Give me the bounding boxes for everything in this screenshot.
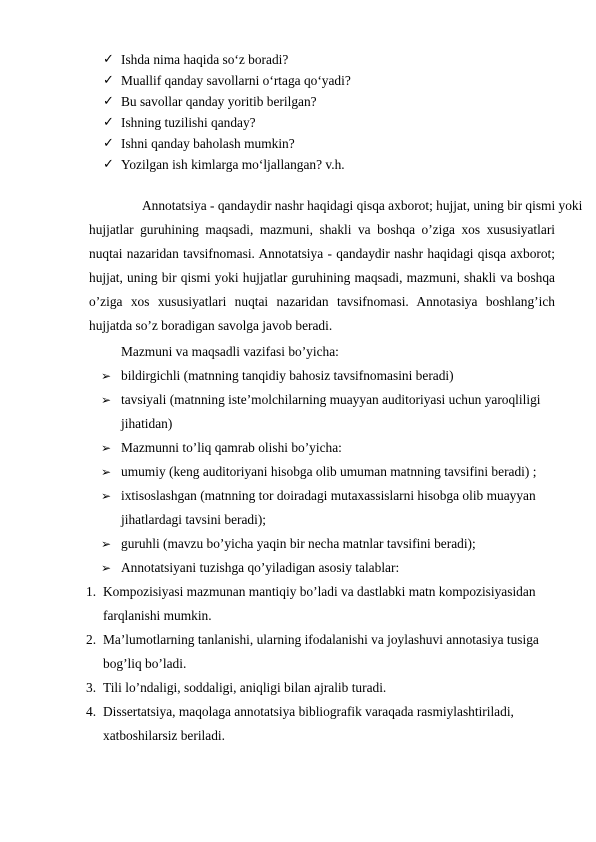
checkmark-icon: ✓ xyxy=(103,52,114,67)
paragraph-line: hujjatda so’z boradigan savolga javob beradi. xyxy=(89,318,333,333)
arrow-bullet-icon: ➢ xyxy=(101,393,112,407)
checklist-item: Yozilgan ish kimlarga mo‘ljallangan? v.h. xyxy=(121,157,345,172)
paragraph-line: Annotatsiya - qandaydir nashr haqidagi qisqa axborot; hujjat, uning bir qismi yoki xyxy=(142,198,583,213)
list-number: 4. xyxy=(86,704,97,719)
checklist-item: Ishning tuzilishi qanday? xyxy=(121,115,256,130)
list-item: ixtisoslashgan (matnning tor doiradagi mutaxassislarni hisobga olib muayyan xyxy=(121,488,536,503)
paragraph-line: hujjat, uning bir qismi yoki hujjatlar guruhining maqsadi, mazmuni, shakli va boshqa xyxy=(89,270,555,285)
numbered-item-continuation: bog’liq bo’ladi. xyxy=(103,656,187,671)
arrow-bullet-icon: ➢ xyxy=(101,465,112,479)
list-item-continuation: jihatidan) xyxy=(121,416,173,431)
checklist-item: Muallif qanday savollarni o‘rtaga qo‘yadi? xyxy=(121,73,351,88)
paragraph-line: nuqtai nazaridan tavsifnomasi. Annotatsiya - qandaydir nashr haqidagi qisqa axborot; xyxy=(89,246,555,261)
list-item: bildirgichli (matnning tanqidiy bahosiz tavsifnomasini beradi) xyxy=(121,368,454,383)
checklist-item: Bu savollar qanday yoritib berilgan? xyxy=(121,94,317,109)
checklist-item: Ishni qanday baholash mumkin? xyxy=(121,136,295,151)
checkmark-icon: ✓ xyxy=(103,115,114,130)
arrow-bullet-icon: ➢ xyxy=(101,441,112,455)
list-item: guruhli (mavzu bo’yicha yaqin bir necha matnlar tavsifini beradi); xyxy=(121,536,476,551)
numbered-item: Ma’lumotlarning tanlanishi, ularning ifodalanishi va joylashuvi annotasiya tusiga xyxy=(103,632,539,647)
checklist-item: Ishda nima haqida so‘z boradi? xyxy=(121,52,289,67)
list-item: Mazmunni to’liq qamrab olishi bo’yicha: xyxy=(121,440,342,455)
arrow-bullet-icon: ➢ xyxy=(101,561,112,575)
list-number: 2. xyxy=(86,632,97,647)
list-item: Annotatsiyani tuzishga qo’yiladigan asosiy talablar: xyxy=(121,560,400,575)
checkmark-icon: ✓ xyxy=(103,73,114,88)
subheading: Mazmuni va maqsadli vazifasi bo’yicha: xyxy=(121,344,339,359)
numbered-item: Tili lo’ndaligi, soddaligi, aniqligi bilan ajralib turadi. xyxy=(103,680,387,695)
checkmark-icon: ✓ xyxy=(103,136,114,151)
checkmark-icon: ✓ xyxy=(103,94,114,109)
list-item: tavsiyali (matnning iste’molchilarning muayyan auditoriyasi uchun yaroqliligi xyxy=(121,392,541,407)
list-number: 3. xyxy=(86,680,97,695)
arrow-bullet-icon: ➢ xyxy=(101,489,112,503)
numbered-item-continuation: farqlanishi mumkin. xyxy=(103,608,212,623)
numbered-item: Dissertatsiya, maqolaga annotatsiya bibliografik varaqada rasmiylashtiriladi, xyxy=(103,704,514,719)
arrow-bullet-icon: ➢ xyxy=(101,537,112,551)
paragraph-line: o’ziga xos xususiyatlari nuqtai nazaridan tavsifnomasi. Annotasiya boshlang’ich xyxy=(89,294,555,309)
numbered-item: Kompozisiyasi mazmunan mantiqiy bo’ladi va dastlabki matn kompozisiyasidan xyxy=(103,584,536,599)
numbered-item-continuation: xatboshilarsiz beriladi. xyxy=(103,728,225,743)
paragraph-line: hujjatlar guruhining maqsadi, mazmuni, shakli va boshqa o’ziga xos xususiyatlari xyxy=(89,222,555,237)
arrow-bullet-icon: ➢ xyxy=(101,369,112,383)
list-item-continuation: jihatlardagi tavsini beradi); xyxy=(121,512,267,527)
list-item: umumiy (keng auditoriyani hisobga olib umuman matnning tavsifini beradi) ; xyxy=(121,464,537,479)
list-number: 1. xyxy=(86,584,97,599)
checkmark-icon: ✓ xyxy=(103,157,114,172)
